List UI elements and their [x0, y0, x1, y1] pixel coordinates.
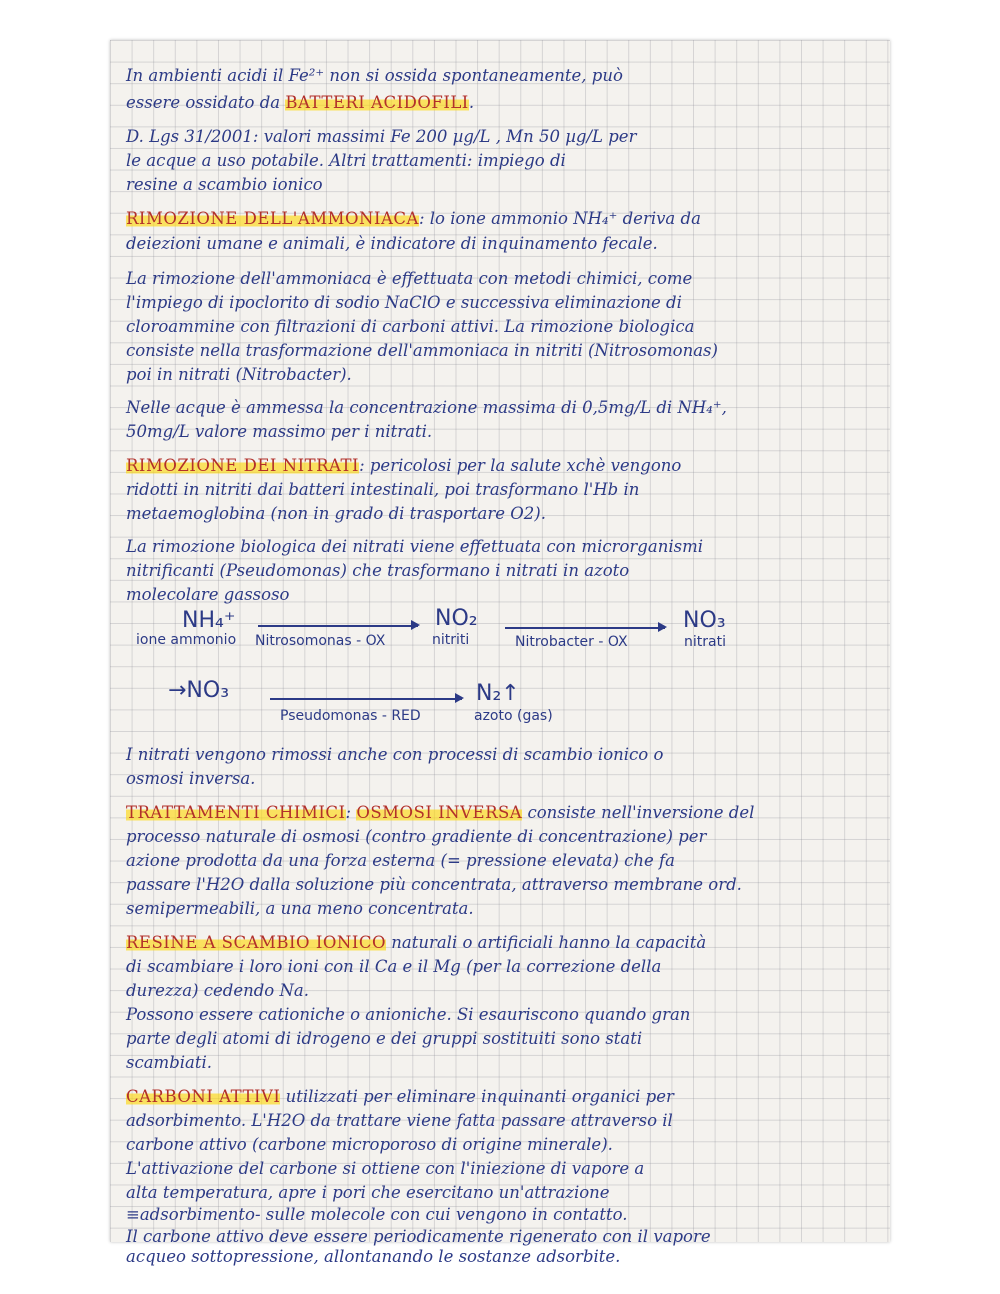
text-line: cloroammine con filtrazioni di carboni attivi. La rimozione biologica: [126, 317, 695, 336]
text-line: L'attivazione del carbone si ottiene con l'iniezione di vapore a: [126, 1159, 645, 1178]
nitrosomonas-label: Nitrosomonas - OX: [255, 633, 386, 649]
arrow-right-icon: [270, 698, 462, 700]
text-line: In ambienti acidi il Fe²⁺ non si ossida spontaneamente, può: [126, 66, 623, 85]
text-line: Nelle acque è ammessa la concentrazione massima di 0,5mg/L di NH₄⁺,: [126, 398, 727, 417]
text-line: D. Lgs 31/2001: valori massimi Fe 200 µg/L , Mn 50 µg/L per: [126, 127, 637, 146]
text-line: durezza) cedendo Na.: [126, 981, 309, 1000]
section-heading: TRATTAMENTI CHIMICI: [126, 803, 346, 822]
section-heading: RESINE A SCAMBIO IONICO: [126, 933, 386, 952]
no2-formula: NO₂: [435, 606, 478, 631]
text-line: l'impiego di ipoclorito di sodio NaClO e successiva eliminazione di: [126, 293, 682, 312]
text-segment: : pericolosi per la salute xchè vengono: [359, 456, 682, 475]
text-line: semipermeabili, a una meno concentrata.: [126, 899, 474, 918]
text-line: alta temperatura, apre i pori che esercitano un'attrazione: [126, 1183, 610, 1202]
nitriti-label: nitriti: [432, 632, 470, 648]
section-subheading: OSMOSI INVERSA: [356, 803, 523, 822]
text-line: carbone attivo (carbone microporoso di origine minerale).: [126, 1135, 613, 1154]
text-line: La rimozione biologica dei nitrati viene effettuata con microrganismi: [126, 537, 704, 556]
n2-formula: N₂↑: [476, 681, 520, 706]
text-line: osmosi inversa.: [126, 769, 256, 788]
text-segment: :: [345, 803, 357, 822]
text-line: 50mg/L valore massimo per i nitrati.: [126, 422, 433, 441]
text-line: scambiati.: [126, 1053, 213, 1072]
nitrobacter-label: Nitrobacter - OX: [515, 634, 628, 650]
section-heading-line: [126, 932, 882, 953]
text-segment: .: [468, 93, 475, 112]
section-heading-line: [126, 208, 882, 229]
text-line: ≡adsorbimento- sulle molecole con cui vengono in contatto.: [126, 1205, 628, 1224]
text-line: I nitrati vengono rimossi anche con processi di scambio ionico o: [126, 745, 664, 764]
text-segment: utilizzati per eliminare inquinanti organici per: [280, 1087, 674, 1106]
section-heading-line: [126, 455, 882, 476]
notebook-page: [110, 40, 890, 1266]
arrow-right-icon: [505, 627, 665, 629]
text-line: azione prodotta da una forza esterna (= pressione elevata) che fa: [126, 851, 675, 870]
text-line: consiste nella trasformazione dell'ammoniaca in nitriti (Nitrosomonas): [126, 341, 718, 360]
pseudomonas-label: Pseudomonas - RED: [280, 708, 421, 724]
text-line: metaemoglobina (non in grado di trasportare O2).: [126, 504, 546, 523]
no3-formula: NO₃: [683, 608, 726, 633]
text-line: resine a scambio ionico: [126, 175, 323, 194]
nh4-formula: NH₄⁺: [182, 608, 236, 633]
text-line: processo naturale di osmosi (contro gradiente di concentrazione) per: [126, 827, 707, 846]
text-line: adsorbimento. L'H2O da trattare viene fatta passare attraverso il: [126, 1111, 673, 1130]
section-heading-line: [126, 1086, 882, 1107]
text-line: molecolare gassoso: [126, 585, 290, 604]
ione-ammonio-label: ione ammonio: [136, 632, 237, 648]
text-line: Possono essere cationiche o anioniche. Si esauriscono quando gran: [126, 1005, 691, 1024]
text-line: le acque a uso potabile. Altri trattamenti: impiego di: [126, 151, 566, 170]
section-heading: RIMOZIONE DELL'AMMONIACA: [126, 209, 419, 228]
text-line: passare l'H2O dalla soluzione più concentrata, attraverso membrane ord.: [126, 875, 742, 894]
text-line: nitrificanti (Pseudomonas) che trasformano i nitrati in azoto: [126, 561, 630, 580]
text-line: parte degli atomi di idrogeno e dei gruppi sostituiti sono stati: [126, 1029, 643, 1048]
text-line: poi in nitrati (Nitrobacter).: [126, 365, 352, 384]
text-segment: essere ossidato da: [126, 93, 286, 112]
text-line: Il carbone attivo deve essere periodicamente rigenerato con il vapore: [126, 1227, 711, 1246]
section-heading-line: [126, 802, 882, 823]
section-heading: RIMOZIONE DEI NITRATI: [126, 456, 360, 475]
text-line: acqueo sottopressione, allontanando le sostanze adsorbite.: [126, 1247, 621, 1266]
text-line: di scambiare i loro ioni con il Ca e il Mg (per la correzione della: [126, 957, 662, 976]
no3-start-formula: →NO₃: [168, 678, 230, 703]
nitrati-label: nitrati: [684, 634, 726, 650]
text-line: La rimozione dell'ammoniaca è effettuata con metodi chimici, come: [126, 269, 693, 288]
highlighted-term: BATTERI ACIDOFILI: [285, 93, 469, 112]
section-heading: CARBONI ATTIVI: [126, 1087, 281, 1106]
text-segment: naturali o artificiali hanno la capacità: [385, 933, 707, 952]
text-line: [126, 92, 882, 113]
azoto-label: azoto (gas): [474, 708, 553, 724]
text-segment: consiste nell'inversione del: [522, 803, 755, 822]
text-line: deiezioni umane e animali, è indicatore di inquinamento fecale.: [126, 234, 658, 253]
text-line: ridotti in nitriti dai batteri intestinali, poi trasformano l'Hb in: [126, 480, 640, 499]
arrow-right-icon: [258, 625, 418, 627]
text-segment: : lo ione ammonio NH₄⁺ deriva da: [418, 209, 701, 228]
